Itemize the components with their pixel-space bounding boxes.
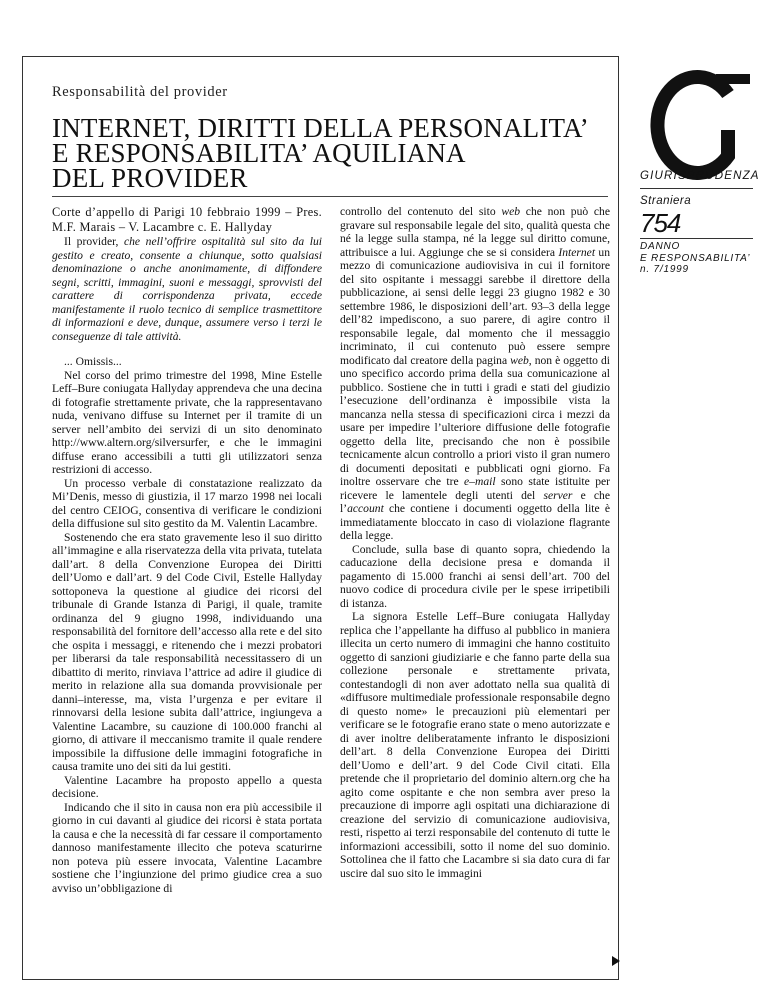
page-number: 754 [640, 208, 681, 238]
column-right [340, 205, 610, 880]
title-line: E RESPONSABILITA’ AQUILIANA [52, 138, 466, 168]
paragraph: Valentine Lacambre ha proposto appello a questa decisione. [52, 773, 322, 800]
article-title [52, 113, 612, 193]
summary-text: che nell’offrire ospitalità sul sito da lui gestito e creato, consente a chiunque, sotto qualsiasi denominazione o anche anonimamente, di diffondere segni, scritti, immagini, suoni e messaggi, sprovvisti del carattere di corrispondenza privata, eccede manifestamente il ruolo tecnico di semplice trasmettitore di informazioni e deve, dunque, assumere verso i terzi le conseguenze di tale attività. [52, 235, 322, 343]
sidebar-rule [640, 188, 753, 189]
title-rule [52, 196, 608, 197]
section-label: Responsabilità del provider [52, 84, 228, 100]
journal-category: DANNO E RESPONSABILITA’ n. 7/1999 [640, 241, 751, 275]
paragraph: Conclude, sulla base di quanto sopra, chiedendo la caducazione della decisione presa e domanda il pagamento di 15.000 franchi ai sensi dell’art. 700 del nuovo codice di procedura civile per le spese irripetibili di istanza. [340, 542, 610, 610]
continue-arrow-icon [612, 956, 620, 966]
paragraph: Un processo verbale di constatazione realizzato da Mi’Denis, messo di giustizia, il 17 marzo 1998 nei locali del centro CEIOG, consentiva di verificare le condizioni della diffusione sul sito gestito da M. Valentin Lacambre. [52, 476, 322, 530]
column-left [52, 205, 322, 895]
case-reference: Corte d’appello di Parigi 10 febbraio 1999 – Pres. M.F. Marais – V. Lacambre c. E. Hallyday [52, 205, 322, 234]
sidebar-rule [640, 238, 753, 239]
paragraph: Nel corso del primo trimestre del 1998, Mine Estelle Leff–Bure coniugata Hallyday apprendeva che una decina di fotografie strettamente private, che la rappresentavano nuda, venivano diffuse su Internet per il tramite di un server nell’ambito dei servizi di un sito denominato http://www.altern.org/silversurfer, e che le immagini diffuse erano accessibili a tutti gli utilizzatori senza restrizioni di accesso. [52, 368, 322, 476]
journal-name: GIURISPRUDENZA [640, 170, 760, 182]
g-letter-logo-icon [640, 60, 750, 180]
paragraph: La signora Estelle Leff–Bure coniugata Hallyday replica che l’appellante ha diffuso al pubblico in maniera illecita un certo numero di immagini che hanno costituito oggetto di sanzioni giudiziarie e che fanno parte della sua collezione personale e strettamente privata, contestandogli di non aver adottato nella sua qualità di «diffusore multimediale professionale responsabile degno di questo nome» le precauzioni più elementari per verificare se le fotografie erano state o meno autorizzate e di aver inoltre deliberatamente infranto le disposizioni dell’art. 8 della Convenzione Europea dei Diritti dell’Uomo e dell’art. 9 del Code Civil citati. Ella pretende che il proprietario del dominio altern.org che ha agito come ospitante e che non sembra aver preso la precauzione di imporre agli ospitati una dichiarazione di creazione del servizio di comunicazione audiovisiva, resti, rispetto ai terzi responsabile del contenuto di tutte le informazioni accessibili, sotto il nome del suo dominio. Sottolinea che il fatto che Lacambre si sia dato cura di far uscire dal suo sito le immagini [340, 610, 610, 880]
title-line: INTERNET, DIRITTI DELLA PERSONALITA’ [52, 113, 589, 143]
journal-subject: Straniera [640, 195, 692, 207]
case-summary [52, 235, 322, 343]
omissis: ... Omissis... [64, 355, 122, 368]
summary-lead: Il provider, [64, 235, 119, 248]
paragraph: Sostenendo che era stato gravemente leso il suo diritto all’immagine e alla riservatezza della vita privata, tutelata dall’art. 8 della Convenzione Europea dei Diritti dell’Uomo e dall’art. 9 del Code Civil, Estelle Hallyday sottoponeva la questione al giudice dei ricorsi del tribunale di Grande Istanza di Parigi, il quale, tramite ordinanza del 9 giugno 1998, individuando una responsabilità del fornitore dell’accesso alla rete e del sito che ospita i messaggi, e ritenendo che i mezzi probatori per liberarsi da tale responsabilità necessitassero di un dibattito di merito, rinviava l’attrice ad adire il giudice di merito in relazione alla sua domanda provvisionale per danni–interesse, ma, vista l’urgenza e per evitare il rinnovarsi della lesione subita dall’attrice, ingiungeva a Valentine Lacambre, su cauzione di 100.000 franchi al giorno, di attivare il meccanismo tramite il quale rendere impossibile la diffusione delle immagini fotografiche in causa tramite uno dei siti da lui gestiti. [52, 530, 322, 773]
paragraph: controllo del contenuto del sito web che non può che gravare sul responsabile legale del sito, qualità questa che né la legge sulla stampa, né la legge sul diritto comune, attribuisce a lui. Aggiunge che se si considera Internet un mezzo di comunicazione audiovisiva in cui il fornitore del sito ospitante i messaggi sarebbe il direttore della pubblicazione, ai sensi delle leggi 23 giugno 1982 e 30 settembre 1986, le disposizioni dell’art. 93–3 della legge dell’82 impediscono, a suo parere, di agire contro il responsabile legale, dal momento che il messaggio incriminato, il cui contenuto può essere sempre modificato dal creatore della pagina web, non è oggetto di uno specifico accordo prima della sua comunicazione al pubblico. Sostiene che in tutti i gradi e stati del giudizio l’esecuzione dell’ordinanza è impossibile vista la mancanza nella stessa di specificazioni circa i mezzi da usare per impedire l’ulteriore diffusione delle fotografie oggetto della lite, precisando che non è possibile tecnicamente alcun controllo a priori visto il gran numero di documenti depositati e pubblicati ogni giorno. Fa inoltre osservare che tre e–mail sono state istituite per ricevere le lamentele degli utenti del server e che l’account che contiene i documenti oggetto della lite è immediatamente bloccato in caso di violazione flagrante della legge. [340, 205, 610, 542]
paragraph: Indicando che il sito in causa non era più accessibile il giorno in cui davanti al giudice dei ricorsi è stata portata la causa e che la necessità di far cessare il comportamento dannoso manifestamente illecito che poteva scaturirne non poteva più essere invocata, Valentine Lacambre sostiene che l’ingiunzione del primo giudice crea a suo avviso un’obbligazione di [52, 800, 322, 895]
title-line: DEL PROVIDER [52, 163, 248, 193]
